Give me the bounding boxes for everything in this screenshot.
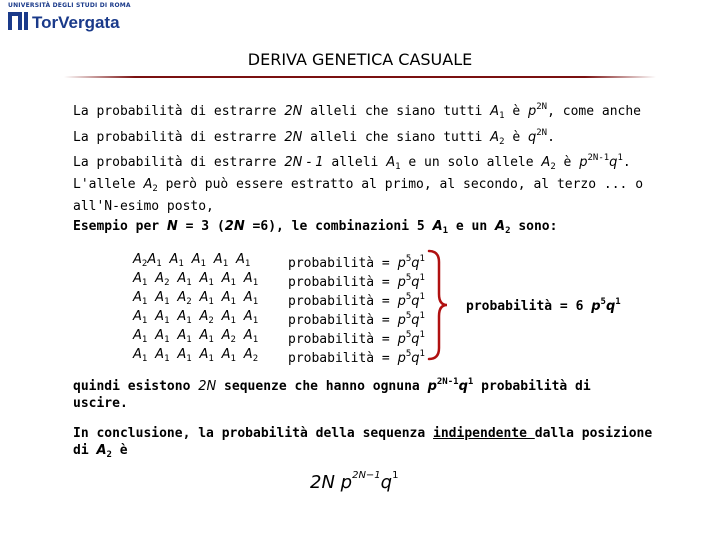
combination-row: $A_1$ $A_1$ $A_1$ $A_2$ $A_1$ $A_1$ — [133, 309, 259, 326]
intro-line-2: La probabilità di estrarre 2N alleli che siano tutti $A_2$ è $q^{2N}$. — [73, 128, 555, 147]
para2-line-2: L'allele $A_2$ però può essere estratto al primo, al secondo, al terzo ... o — [73, 177, 644, 194]
university-name: UNIVERSITÀ DEGLI STUDI DI ROMA — [8, 2, 131, 9]
example-line: Esempio per N = 3 (2N =6), le combinazioni 5 $A_1$ e un $A_2$ sono: — [73, 219, 558, 236]
curly-brace-icon — [425, 248, 449, 362]
para4-line-1: In conclusione, la probabilità della sequenza indipendente dalla posizione — [73, 426, 653, 441]
combination-row: $A_1$ $A_1$ $A_2$ $A_1$ $A_1$ $A_1$ — [133, 290, 259, 307]
probability-row: probabilità = $p^5q^1$ — [288, 254, 425, 271]
probability-row: probabilità = $p^5q^1$ — [288, 273, 425, 290]
paragraph-2n-minus-1 — [73, 150, 643, 215]
intro-line-1: La probabilità di estrarre 2N alleli che siano tutti $A_1$ è $p^{2N}$, come anche — [73, 102, 642, 121]
final-formula: 2N $p^{2N-1}q^1$ — [310, 470, 399, 493]
sequences-paragraph — [73, 374, 648, 412]
total-probability: probabilità = 6 $p^5q^1$ — [466, 297, 621, 314]
page-title: DERIVA GENETICA CASUALE — [247, 50, 473, 69]
title-divider — [64, 76, 656, 79]
para4-line-2: di $A_2$ è — [73, 443, 128, 460]
para2-line-1: La probabilità di estrarre 2N - 1 alleli $A_1$ e un solo allele $A_2$ è $p^{2N-1}q^1$. — [73, 153, 631, 172]
torvergata-logo-mark — [8, 10, 138, 32]
probability-row: probabilità = $p^5q^1$ — [288, 292, 425, 309]
probability-row: probabilità = $p^5q^1$ — [288, 330, 425, 347]
para3-line-1: quindi esistono 2N sequenze che hanno ognuna $p^{2N-1}q^1$ probabilità di — [73, 377, 591, 394]
university-logo — [8, 2, 138, 32]
para3-line-2: uscire. — [73, 396, 128, 411]
combinations-list — [133, 250, 258, 364]
probabilities-column — [288, 250, 425, 364]
probability-row: probabilità = $p^5q^1$ — [288, 349, 425, 366]
para2-line-3: all'N-esimo posto, — [73, 199, 214, 214]
combination-row: $A_1$ $A_1$ $A_1$ $A_1$ $A_1$ $A_2$ — [133, 347, 259, 364]
intro-paragraph — [73, 99, 641, 151]
combination-row: $A_1$ $A_1$ $A_1$ $A_1$ $A_2$ $A_1$ — [133, 328, 259, 345]
combination-row: $A_1$ $A_2$ $A_1$ $A_1$ $A_1$ $A_1$ — [133, 271, 259, 288]
probability-row: probabilità = $p^5q^1$ — [288, 311, 425, 328]
logo-name-text: TorVergata — [32, 13, 120, 32]
conclusion-paragraph — [73, 425, 652, 464]
combination-row: $A_2A_1$ $A_1$ $A_1$ $A_1$ $A_1$ — [133, 252, 251, 269]
